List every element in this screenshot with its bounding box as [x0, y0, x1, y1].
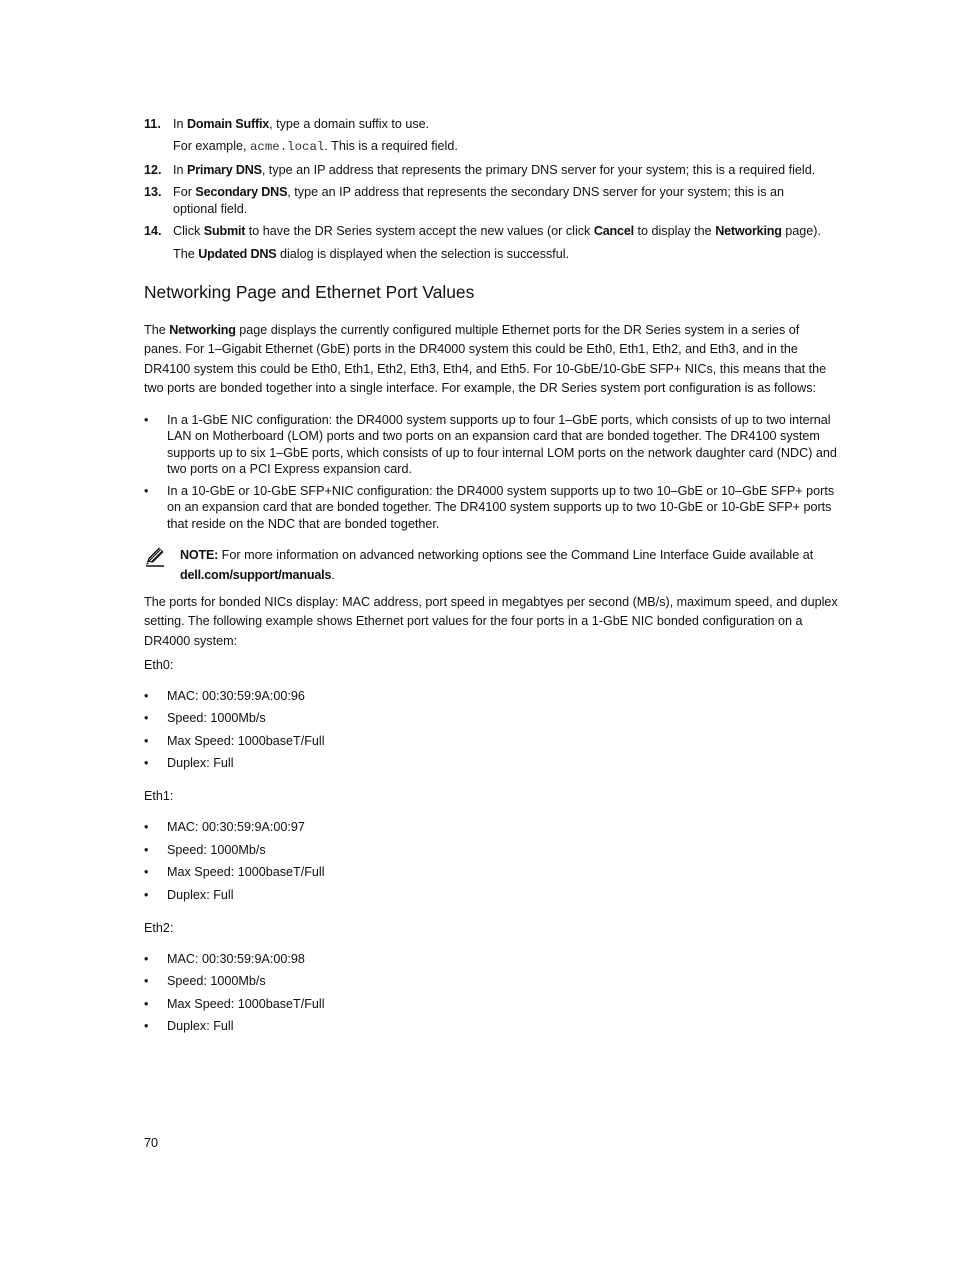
ui-term: Networking [169, 323, 236, 337]
page-number: 70 [144, 1136, 159, 1150]
bullet-icon: • [144, 974, 149, 988]
step-number: 11. [144, 117, 161, 131]
step-number: 13. [144, 185, 162, 199]
note-pencil-icon [144, 545, 166, 567]
document-page: 11. In Domain Suffix, type a domain suffix to use. For example, acme.local. This is a required field. 12. In Primary DNS, type an IP address that represents the primary DNS server for your system; this is a required field. 13. For Secondary DNS, type an IP address that represents the secondary DNS server for your system; this is an optional field. 14. Click Submit to have the DR Series system accept the new values (or click Cancel to display the Networking page). The Updated DNS dialog is displayed when the selection is successful. Networking Page and Ethernet Port Values The Networking page displays the currently configured multiple Ethernet ports for the DR Series system in a series of panes. For 1–Gigabit Ethernet (GbE) ports in the DR4000 system this could be Eth0, Eth1, Eth2, and Eth3, and in the DR4100 system this could be Eth0, Eth1, Eth2, Eth3, Eth4, and Eth5. For 10-GbE/10-GbE SFP+ NICs, this means that the two ports are bonded together into a single interface. For example, the DR Series system port configuration is as follows: • In a 1-GbE NIC configuration: the DR4000 system supports up to four 1–GbE ports, which consists of up to two internal LAN on Motherboard (LOM) ports and two ports on an expansion card that are bonded together. The DR4100 system supports up to six 1–GbE ports, which consists of up to four internal LOM ports on the network daughter card (NDC) and two ports on a PCI Express expansion card. • In a 10-GbE or 10-GbE SFP+NIC configuration: the DR4000 system supports up to two 10–GbE or 10–GbE SFP+ ports on an expansion card that are bonded together. The DR4100 system supports up to two 10-GbE or 10-GbE SFP+ ports that reside on the NDC that are bonded together. NOTE: For more information on advanced networking options see the Command Line Interface Guide available at dell.com/support/manuals. The ports for bonded NICs display: MAC address, port speed in megabtyes per second (MB/s), maximum speed, and duplex setting. The following example shows Ethernet port values for the four ports in a 1-GbE NIC bonded configuration on a DR4000 system: Eth0: • MAC: 00:30:59:9A:00:96 • Speed: 1000Mb/s • Max Speed: 1000baseT/Full • Duplex: Full Eth1: • MAC: 00:30:59:9A:00:97 • Speed: 1000Mb/s • Max Speed: 1000baseT/Full • Duplex: Full Eth2: • MAC: 00:30:59:9A:00:98 • Speed: 1000Mb/s • Max Speed: 1000baseT/Full • Duplex: Full 70 [0, 0, 954, 1268]
ui-term: Networking [715, 224, 782, 238]
bullet-icon: • [144, 711, 149, 725]
note-callout: NOTE: For more information on advanced networking options see the Command Line Interface Guide available at dell.com/support/manuals. [180, 548, 814, 582]
manuals-link[interactable]: dell.com/support/manuals [180, 567, 332, 582]
ui-term: Domain Suffix [187, 117, 270, 131]
ui-term: Submit [203, 224, 246, 238]
step-text: Click Submit to have the DR Series system accept the new values (or click Cancel to display the Networking page). [173, 224, 821, 238]
bullet-icon: • [144, 997, 149, 1011]
port-label-eth0: Eth0: [144, 658, 174, 672]
step-number: 12. [144, 163, 162, 177]
port-label-eth1: Eth1: [144, 789, 174, 803]
intro-paragraph: The Networking page displays the currently configured multiple Ethernet ports for the DR Series system in a series of panes. For 1–Gigabit Ethernet (GbE) ports in the DR4000 system this could be Eth0, Eth1, Eth2, and Eth3, and in the DR4100 system this could be Eth0, Eth1, Eth2, Eth3, Eth4, and Eth5. For 10-GbE/10-GbE SFP+ NICs, this means that the two ports are bonded together into a single interface. For example, the DR Series system port configuration is as follows: [144, 323, 827, 395]
bullet-icon: • [144, 756, 149, 770]
ports-paragraph: The ports for bonded NICs display: MAC address, port speed in megabtyes per second (MB/s), maximum speed, and duplex setting. The following example shows Ethernet port values for the four ports in a 1-GbE NIC bonded configuration on a DR4000 system: [144, 595, 838, 648]
bullet-icon: • [144, 689, 149, 703]
bullet-icon: • [144, 865, 149, 879]
step-text: In Domain Suffix, type a domain suffix to use. [173, 117, 430, 131]
bullet-icon: • [144, 484, 149, 498]
step-11-example: For example, acme.local. This is a required field. [173, 139, 458, 154]
step-text: In Primary DNS, type an IP address that represents the primary DNS server for your system; this is a required field. [173, 163, 816, 177]
step-text: For Secondary DNS, type an IP address that represents the secondary DNS server for your system; this is an optional field. [173, 185, 785, 216]
step-number: 14. [144, 224, 162, 238]
bullet-icon: • [144, 952, 149, 966]
bullet-icon: • [144, 843, 149, 857]
note-label: NOTE: [180, 548, 219, 562]
ui-term: Updated DNS [198, 247, 277, 261]
bullet-icon: • [144, 734, 149, 748]
ui-term: Primary DNS [187, 163, 262, 177]
bullet-icon: • [144, 820, 149, 834]
port-label-eth2: Eth2: [144, 921, 174, 935]
bullet-icon: • [144, 413, 149, 427]
ui-term: Cancel [593, 224, 634, 238]
ui-term: Secondary DNS [195, 185, 288, 199]
step-14-result: The Updated DNS dialog is displayed when the selection is successful. [173, 247, 570, 261]
bullet-icon: • [144, 888, 149, 902]
bullet-icon: • [144, 1019, 149, 1033]
code-sample: acme.local [250, 140, 325, 154]
section-heading: Networking Page and Ethernet Port Values [144, 282, 475, 302]
